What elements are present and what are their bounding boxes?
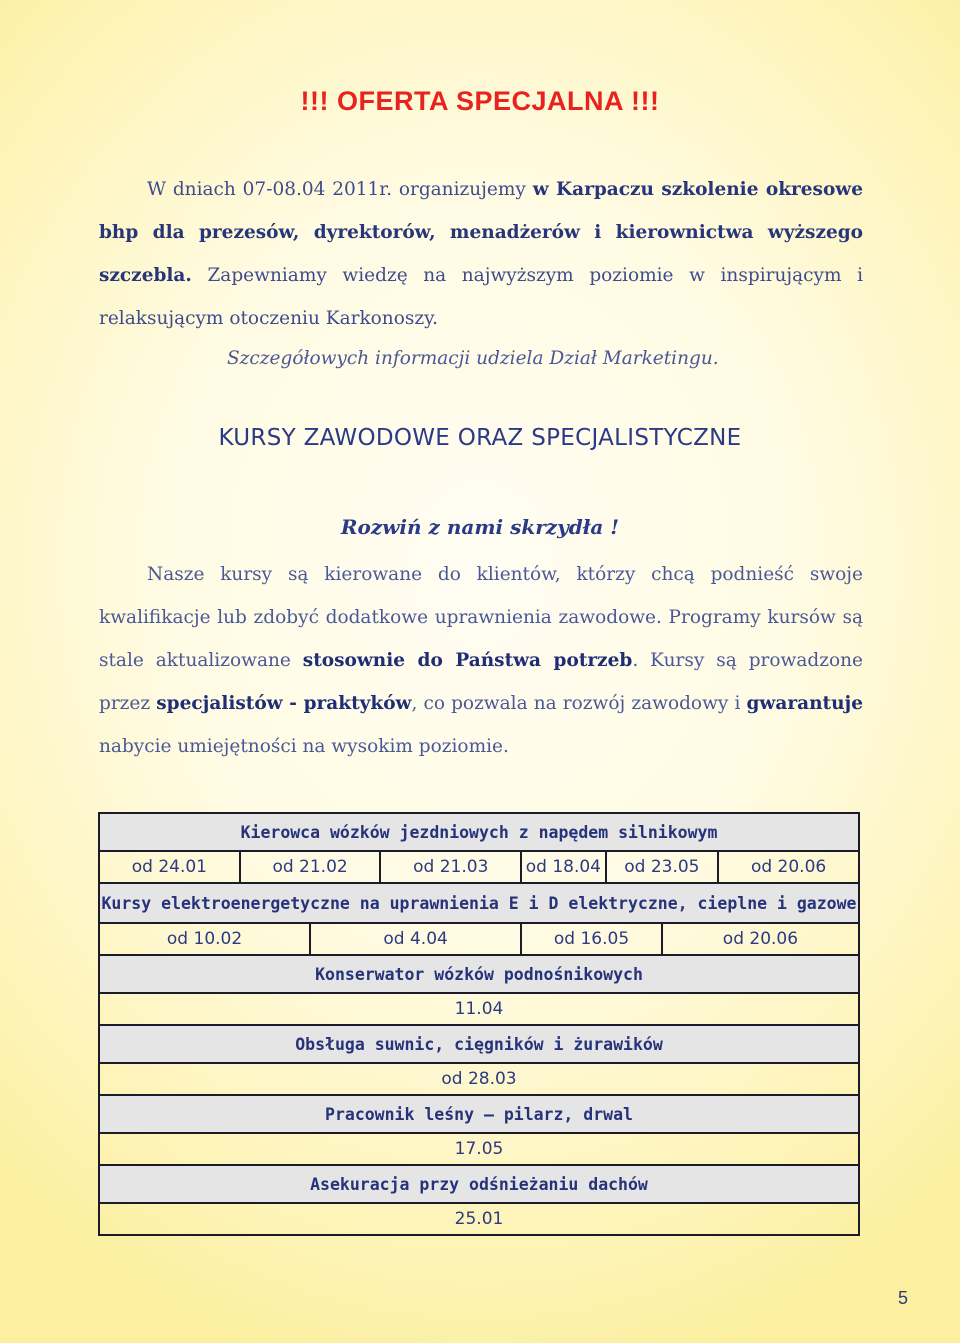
courses-paragraph [99, 553, 863, 768]
para-text-4: nabycie umiejętności na wysokim poziomie. [99, 736, 509, 757]
course-name: Kierowca wózków jezdniowych z napędem silnikowym [99, 813, 859, 851]
course-date: od 4.04 [310, 923, 521, 955]
para-bold-2: specjalistów - praktyków [156, 693, 412, 714]
intro-paragraph [99, 168, 863, 340]
course-date: 17.05 [99, 1133, 859, 1165]
course-name: Pracownik leśny – pilarz, drwal [99, 1095, 859, 1133]
info-note: Szczegółowych informacji udziela Dział Marketingu. [227, 348, 719, 369]
course-name: Kursy elektroenergetyczne na uprawnienia E i D elektryczne, cieplne i gazowe [99, 883, 859, 923]
course-date: 25.01 [99, 1203, 859, 1235]
intro-text-2: Zapewniamy wiedzę na najwyższym poziomie w inspirującym i relaksującym otoczeniu Karkonoszy. [99, 265, 863, 329]
para-bold-1: stosownie do Państwa potrzeb [302, 650, 633, 671]
courses-heading: KURSY ZAWODOWE ORAZ SPECJALISTYCZNE [218, 425, 742, 451]
course-date: od 20.06 [662, 923, 859, 955]
course-date: od 18.04 [521, 851, 605, 883]
course-name: Asekuracja przy odśnieżaniu dachów [99, 1165, 859, 1203]
slogan: Rozwiń z nami skrzydła ! [340, 515, 620, 539]
course-schedule-table [98, 812, 860, 1236]
para-text-2: . Kursy są prowadzone przez [99, 650, 863, 714]
course-date: od 28.03 [99, 1063, 859, 1095]
intro-text-1: W dniach 07-08.04 2011r. organizujemy [147, 179, 533, 200]
intro-bold: w Karpaczu szkolenie okresowe bhp dla prezesów, dyrektorów, menadżerów i kierownictwa wyższego szczebla. [99, 179, 863, 286]
course-date: od 24.01 [99, 851, 240, 883]
para-text-1: Nasze kursy są kierowane do klientów, którzy chcą podnieść swoje kwalifikacje lub zdobyć dodatkowe uprawnienia zawodowe. Programy kursów są stale aktualizowane [99, 564, 863, 671]
course-name: Obsługa suwnic, cięgników i żurawików [99, 1025, 859, 1063]
course-date: od 23.05 [606, 851, 719, 883]
course-name: Konserwator wózków podnośnikowych [99, 955, 859, 993]
course-date: od 16.05 [521, 923, 662, 955]
course-date: od 21.02 [240, 851, 381, 883]
course-date: od 10.02 [99, 923, 310, 955]
course-date: od 20.06 [718, 851, 859, 883]
page-title: !!! OFERTA SPECJALNA !!! [300, 86, 660, 116]
page-number: 5 [898, 1288, 909, 1308]
course-date: od 21.03 [380, 851, 521, 883]
course-date: 11.04 [99, 993, 859, 1025]
para-text-3: , co pozwala na rozwój zawodowy i [411, 693, 747, 714]
para-bold-3: gwarantuje [746, 693, 863, 714]
